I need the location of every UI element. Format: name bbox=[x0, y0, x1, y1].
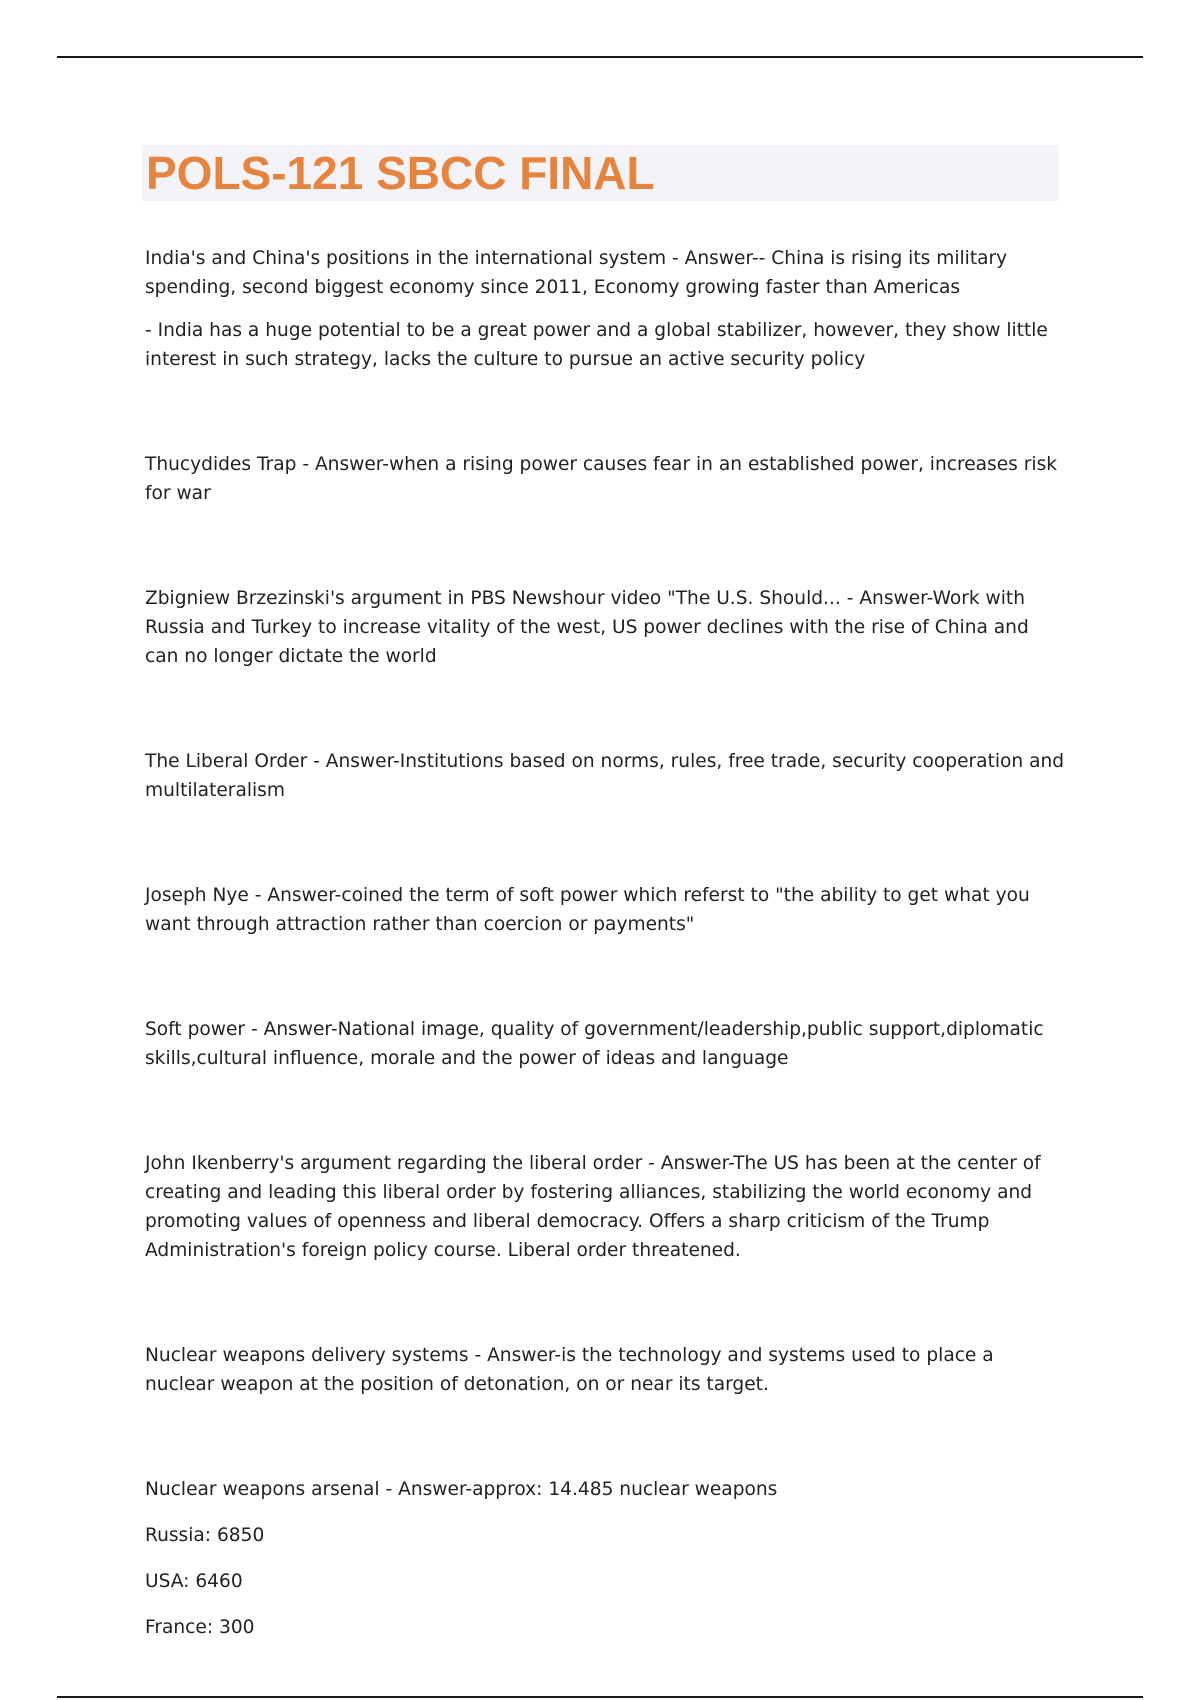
qa-paragraph: John Ikenberry's argument regarding the liberal order - Answer-The US has been at the center of creating and leading this liberal order by fostering alliances, stabilizing the world economy and promoting values of openness and liberal democracy. Offers a sharp criticism of the Trump Administration's foreign policy course. Liberal order threatened. bbox=[145, 1153, 1041, 1261]
arsenal-usa: USA: 6460 bbox=[145, 1571, 243, 1592]
qa-entry-thucydides-trap bbox=[145, 450, 1065, 508]
top-rule bbox=[57, 56, 1143, 58]
arsenal-russia: Russia: 6850 bbox=[145, 1525, 265, 1546]
qa-entry-ikenberry bbox=[145, 1149, 1065, 1265]
qa-paragraph: Soft power - Answer-National image, quality of government/leadership,public support,diplomatic skills,cultural influence, morale and the power of ideas and language bbox=[145, 1019, 1044, 1069]
qa-paragraph: Nuclear weapons delivery systems - Answer-is the technology and systems used to place a nuclear weapon at the position of detonation, on or near its target. bbox=[145, 1345, 994, 1395]
qa-paragraph: Thucydides Trap - Answer-when a rising power causes fear in an established power, increases risk for war bbox=[145, 454, 1058, 504]
qa-entry-soft-power bbox=[145, 1015, 1065, 1073]
qa-entry-delivery-systems bbox=[145, 1341, 1065, 1399]
qa-entries bbox=[145, 244, 1065, 1659]
qa-paragraph: India's and China's positions in the international system - Answer-- China is rising its military spending, second biggest economy since 2011, Economy growing faster than Americas bbox=[145, 248, 1008, 298]
qa-entry-brzezinski bbox=[145, 584, 1065, 671]
qa-entry-joseph-nye bbox=[145, 881, 1065, 939]
qa-paragraph: Nuclear weapons arsenal - Answer-approx: 14.485 nuclear weapons bbox=[145, 1479, 778, 1500]
qa-entry-nuclear-arsenal bbox=[145, 1475, 1065, 1642]
bottom-rule bbox=[57, 1696, 1143, 1698]
arsenal-france: France: 300 bbox=[145, 1617, 255, 1638]
qa-entry-liberal-order bbox=[145, 747, 1065, 805]
qa-entry-india-china bbox=[145, 244, 1065, 374]
qa-paragraph: - India has a huge potential to be a great power and a global stabilizer, however, they show little interest in such strategy, lacks the culture to pursue an active security policy bbox=[145, 320, 1048, 370]
qa-paragraph: Zbigniew Brzezinski's argument in PBS Newshour video "The U.S. Should... - Answer-Work with Russia and Turkey to increase vitality of the west, US power declines with the rise of China and can no longer dictate the world bbox=[145, 588, 1029, 667]
document-title: POLS-121 SBCC FINAL bbox=[146, 147, 655, 199]
qa-paragraph: Joseph Nye - Answer-coined the term of soft power which referst to "the ability to get what you want through attraction rather than coercion or payments" bbox=[145, 885, 1030, 935]
qa-paragraph: The Liberal Order - Answer-Institutions based on norms, rules, free trade, security cooperation and multilateralism bbox=[145, 751, 1065, 801]
